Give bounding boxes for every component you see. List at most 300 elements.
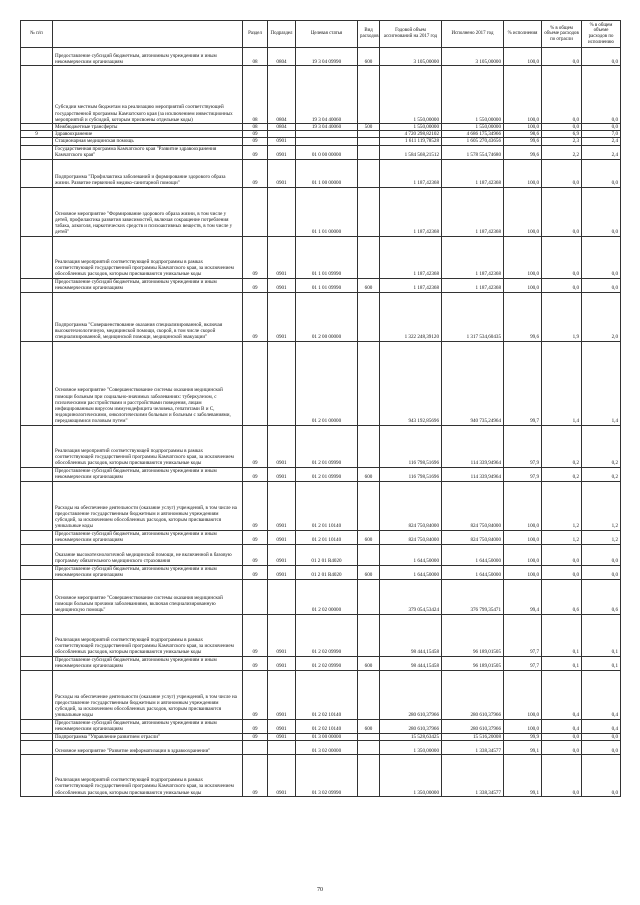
row-razdel: 09 (243, 733, 268, 740)
row-razdel: 09 (243, 670, 268, 719)
row-razdel (243, 341, 268, 425)
row-razdel: 09 (243, 544, 268, 565)
table-row (21, 754, 621, 796)
row-vr (358, 292, 380, 341)
row-podrazdel: 0901 (268, 614, 296, 656)
row-plan: 280 610,37966 (380, 719, 442, 733)
row-share-exec: 1,4 (582, 341, 621, 425)
row-podrazdel: 0901 (268, 719, 296, 733)
row-podrazdel (268, 579, 296, 614)
row-num (21, 66, 53, 124)
row-razdel: 09 (243, 138, 268, 145)
row-ispoln: 1 578 554,74680 (442, 145, 504, 159)
row-num (21, 754, 53, 796)
row-share-total: 0,0 (542, 48, 582, 66)
row-share-exec: 7,0 (582, 131, 621, 138)
row-vr (358, 131, 380, 138)
table-row (21, 48, 621, 66)
header-csr: Целевая статья (296, 21, 358, 48)
row-pct: 99,6 (504, 138, 542, 145)
row-name: Оказание высокотехнологичной медицинской помощи, не включенной в базовую программу обязательного медицинского страхования (53, 544, 243, 565)
row-ispoln: 1 644,50000 (442, 544, 504, 565)
row-share-total: 0,0 (542, 565, 582, 579)
table-row (21, 66, 621, 124)
row-razdel: 09 (243, 481, 268, 530)
row-razdel: 08 (243, 48, 268, 66)
row-plan: 824 750,84000 (380, 481, 442, 530)
row-plan: 116 798,51696 (380, 467, 442, 481)
row-csr (296, 138, 358, 145)
row-share-exec: 0,0 (582, 66, 621, 124)
header-podrazdel: Подраздел (268, 21, 296, 48)
table-row (21, 565, 621, 579)
row-plan: 98 444,15458 (380, 614, 442, 656)
row-share-exec: 0,0 (582, 754, 621, 796)
row-share-exec: 0,0 (582, 544, 621, 565)
row-ispoln: 1 550,00000 (442, 124, 504, 131)
row-vr (358, 733, 380, 740)
row-csr: 19 3 04 40060 (296, 124, 358, 131)
row-share-total: 0,0 (542, 66, 582, 124)
row-name: Реализация мероприятий соответствующей подпрограммы в рамках соответствующей государственной программы Камчатского края, за исключением обособленных расходов, которым присваиваются уникальные коды (53, 236, 243, 278)
row-pct: 99,9 (504, 733, 542, 740)
row-plan: 1 644,50000 (380, 565, 442, 579)
row-share-total: 0,4 (542, 719, 582, 733)
row-csr: 01 2 02 09990 (296, 614, 358, 656)
row-ispoln: 1 644,50000 (442, 565, 504, 579)
row-pct: 99,4 (504, 579, 542, 614)
row-podrazdel: 0804 (268, 66, 296, 124)
table-row (21, 131, 621, 138)
row-share-total: 1,9 (542, 292, 582, 341)
row-csr: 01 2 01 09990 (296, 425, 358, 467)
row-share-exec: 0,1 (582, 656, 621, 670)
row-plan: 1 187,42368 (380, 159, 442, 187)
row-ispoln: 4 686 175,34966 (442, 131, 504, 138)
row-share-exec: 0,0 (582, 48, 621, 66)
row-podrazdel: 0901 (268, 656, 296, 670)
row-razdel: 09 (243, 159, 268, 187)
row-plan: 1 350,00000 (380, 754, 442, 796)
row-share-total: 0,1 (542, 614, 582, 656)
row-share-total: 0,0 (542, 544, 582, 565)
table-row (21, 733, 621, 740)
row-share-total: 1,4 (542, 341, 582, 425)
row-name: Реализация мероприятий соответствующей подпрограммы в рамках соответствующей государственной программы Камчатского края, за исключением обособленных расходов, которым присваиваются уникальные коды (53, 614, 243, 656)
row-ispoln: 96 189,01505 (442, 656, 504, 670)
row-podrazdel (268, 341, 296, 425)
row-name: Предоставление субсидий бюджетным, автономным учреждениям и иным некоммерческим организациям (53, 48, 243, 66)
header-name (53, 21, 243, 48)
row-razdel: 08 (243, 66, 268, 124)
row-share-total: 0,0 (542, 124, 582, 131)
table-row (21, 145, 621, 159)
row-ispoln: 96 189,01505 (442, 614, 504, 656)
row-num (21, 236, 53, 278)
row-num (21, 719, 53, 733)
row-share-exec: 0,2 (582, 425, 621, 467)
row-plan: 4 720 298,82102 (380, 131, 442, 138)
row-name: Подпрограмма "Совершенствование оказания специализированной, включая высокотехнологичную, медицинской помощи, скорой, в том числе скорой специализированной, медицинской помощи, медицинской эвакуации" (53, 292, 243, 341)
table-row (21, 670, 621, 719)
row-share-total: 0,0 (542, 159, 582, 187)
row-csr: 01 2 01 09990 (296, 467, 358, 481)
row-podrazdel: 0901 (268, 733, 296, 740)
row-num (21, 138, 53, 145)
row-num (21, 159, 53, 187)
row-share-total: 0,0 (542, 740, 582, 754)
row-csr: 01 2 01 00000 (296, 341, 358, 425)
row-name: Реализация мероприятий соответствующей подпрограммы в рамках соответствующей государственной программы Камчатского края, за исключением обособленных расходов, которым присваиваются уникальные коды (53, 425, 243, 467)
row-num: 9 (21, 131, 53, 138)
row-num (21, 740, 53, 754)
row-razdel: 09 (243, 656, 268, 670)
row-share-total: 0,1 (542, 656, 582, 670)
row-podrazdel: 0901 (268, 670, 296, 719)
row-pct: 100,0 (504, 719, 542, 733)
row-name: Межбюджетные трансферты (53, 124, 243, 131)
row-share-exec: 2,4 (582, 138, 621, 145)
table-row (21, 138, 621, 145)
table-body (21, 48, 621, 797)
row-ispoln: 280 610,37966 (442, 719, 504, 733)
row-num (21, 278, 53, 292)
row-csr: 01 1 01 09990 (296, 236, 358, 278)
row-podrazdel: 0901 (268, 544, 296, 565)
row-vr (358, 341, 380, 425)
row-num (21, 425, 53, 467)
table-row (21, 292, 621, 341)
header-vr: Вид расходов (358, 21, 380, 48)
row-podrazdel: 0901 (268, 565, 296, 579)
table-row (21, 124, 621, 131)
row-csr (296, 131, 358, 138)
row-name: Расходы на обеспечение деятельности (оказание услуг) учреждений, в том числе на предоставление государственным бюджетным и автономным учреждениям субсидий, за исключением обособленных расходов, которым присваиваются уникальные коды (53, 670, 243, 719)
table-row (21, 530, 621, 544)
row-plan: 1 350,00000 (380, 740, 442, 754)
row-razdel (243, 187, 268, 236)
row-num (21, 48, 53, 66)
row-name: Основное мероприятие "Формирование здорового образа жизни, в том числе у детей, профилактика развития зависимостей, включая сокращение потребления табака, алкоголя, наркотических средств и психоактивных веществ, в том числе у детей" (53, 187, 243, 236)
row-share-total: 0,0 (542, 278, 582, 292)
row-share-total: 0,2 (542, 425, 582, 467)
row-podrazdel: 0901 (268, 292, 296, 341)
row-razdel (243, 740, 268, 754)
row-csr: 01 3 02 00000 (296, 740, 358, 754)
row-num (21, 733, 53, 740)
row-share-exec: 2,0 (582, 292, 621, 341)
row-razdel: 09 (243, 145, 268, 159)
row-csr: 01 2 01 R4020 (296, 565, 358, 579)
table-row (21, 579, 621, 614)
row-name: Здравоохранение (53, 131, 243, 138)
header-share-exec: % в общем объеме расходов по исполнению (582, 21, 621, 48)
row-csr: 01 2 02 10140 (296, 719, 358, 733)
row-num (21, 467, 53, 481)
row-vr (358, 481, 380, 530)
row-razdel: 09 (243, 565, 268, 579)
row-ispoln: 376 799,35471 (442, 579, 504, 614)
row-vr (358, 66, 380, 124)
row-ispoln: 1 187,42368 (442, 278, 504, 292)
table-row (21, 278, 621, 292)
row-name: Стационарная медицинская помощь (53, 138, 243, 145)
row-pct: 97,7 (504, 656, 542, 670)
row-num (21, 187, 53, 236)
row-csr: 01 1 00 00000 (296, 159, 358, 187)
row-plan: 943 192,85696 (380, 341, 442, 425)
row-podrazdel: 0901 (268, 138, 296, 145)
row-pct: 99,6 (504, 292, 542, 341)
table-row (21, 159, 621, 187)
row-vr: 600 (358, 278, 380, 292)
row-vr: 600 (358, 656, 380, 670)
row-ispoln: 1 187,42368 (442, 236, 504, 278)
row-share-exec: 0,0 (582, 733, 621, 740)
row-plan: 116 798,51696 (380, 425, 442, 467)
row-podrazdel: 0804 (268, 48, 296, 66)
row-ispoln: 940 735,24964 (442, 341, 504, 425)
table-row (21, 341, 621, 425)
row-share-exec: 0,2 (582, 467, 621, 481)
row-vr: 600 (358, 48, 380, 66)
row-ispoln: 1 187,42368 (442, 159, 504, 187)
row-podrazdel: 0901 (268, 278, 296, 292)
row-ispoln: 1 550,00000 (442, 66, 504, 124)
row-vr: 600 (358, 565, 380, 579)
row-csr: 01 2 01 10140 (296, 481, 358, 530)
row-vr: 600 (358, 467, 380, 481)
header-plan: Годовой объем ассигнований на 2017 год (380, 21, 442, 48)
row-share-exec: 0,4 (582, 719, 621, 733)
row-podrazdel (268, 131, 296, 138)
row-razdel: 09 (243, 719, 268, 733)
row-csr: 19 3 04 09990 (296, 48, 358, 66)
table-row (21, 614, 621, 656)
row-plan: 98 444,15458 (380, 656, 442, 670)
row-plan: 280 610,37966 (380, 670, 442, 719)
table-row (21, 467, 621, 481)
row-csr: 01 0 00 00000 (296, 145, 358, 159)
row-pct: 99,7 (504, 341, 542, 425)
row-pct: 100,0 (504, 530, 542, 544)
row-plan: 1 550,00000 (380, 66, 442, 124)
row-num (21, 145, 53, 159)
row-csr: 01 2 01 10140 (296, 530, 358, 544)
row-ispoln: 1 317 534,60435 (442, 292, 504, 341)
row-share-total: 0,4 (542, 670, 582, 719)
header-share-total: % в общем объеме расходов по отрасли (542, 21, 582, 48)
row-name: Подпрограмма "Профилактика заболеваний и формирование здорового образа жизни. Развитие первичной медико-санитарной помощи" (53, 159, 243, 187)
row-razdel: 09 (243, 292, 268, 341)
row-ispoln: 280 610,37966 (442, 670, 504, 719)
row-share-exec: 0,0 (582, 159, 621, 187)
table-header-row (21, 21, 621, 48)
row-ispoln: 3 105,00000 (442, 48, 504, 66)
row-ispoln: 824 750,84000 (442, 481, 504, 530)
row-csr: 01 2 01 R4020 (296, 544, 358, 565)
row-num (21, 124, 53, 131)
row-csr: 01 3 02 09990 (296, 754, 358, 796)
row-csr: 01 2 02 09990 (296, 656, 358, 670)
row-podrazdel: 0804 (268, 124, 296, 131)
row-num (21, 341, 53, 425)
row-vr: 500 (358, 124, 380, 131)
row-name: Предоставление субсидий бюджетным, автономным учреждениям и иным некоммерческим организациям (53, 467, 243, 481)
row-razdel: 09 (243, 530, 268, 544)
row-plan: 824 750,84000 (380, 530, 442, 544)
row-share-total: 0,0 (542, 754, 582, 796)
row-name: Предоставление субсидий бюджетным, автономным учреждениям и иным некоммерческим организациям (53, 530, 243, 544)
row-num (21, 565, 53, 579)
row-csr: 01 2 02 10140 (296, 670, 358, 719)
row-vr: 600 (358, 530, 380, 544)
row-podrazdel: 0901 (268, 754, 296, 796)
row-plan: 15 528,63425 (380, 733, 442, 740)
row-pct: 100,0 (504, 670, 542, 719)
row-name: Предоставление субсидий бюджетным, автономным учреждениям и иным некоммерческим организациям (53, 278, 243, 292)
row-share-total: 2,2 (542, 145, 582, 159)
row-vr (358, 614, 380, 656)
row-vr (358, 740, 380, 754)
row-pct: 100,0 (504, 159, 542, 187)
row-razdel: 09 (243, 278, 268, 292)
row-pct: 97,9 (504, 425, 542, 467)
header-num: № п/п (21, 21, 53, 48)
row-name: Предоставление субсидий бюджетным, автономным учреждениям и иным некоммерческим организациям (53, 656, 243, 670)
row-razdel: 09 (243, 425, 268, 467)
row-vr (358, 544, 380, 565)
row-pct: 100,0 (504, 481, 542, 530)
row-vr (358, 145, 380, 159)
table-row (21, 236, 621, 278)
row-share-total: 0,6 (542, 579, 582, 614)
row-plan: 1 187,42368 (380, 187, 442, 236)
row-podrazdel: 0901 (268, 467, 296, 481)
row-ispoln: 824 750,84000 (442, 530, 504, 544)
row-name: Основное мероприятие "Развитие информатизации в здравоохранении" (53, 740, 243, 754)
row-share-exec: 0,0 (582, 278, 621, 292)
row-pct: 100,0 (504, 187, 542, 236)
row-plan: 1 644,50000 (380, 544, 442, 565)
row-share-exec: 0,1 (582, 614, 621, 656)
row-share-total: 0,0 (542, 187, 582, 236)
row-share-total: 6,9 (542, 131, 582, 138)
row-razdel: 09 (243, 754, 268, 796)
row-name: Основное мероприятие "Совершенствование системы оказания медицинской помощи больным прочими заболеваниями, включая специализированную медицинскую помощь" (53, 579, 243, 614)
row-podrazdel (268, 740, 296, 754)
row-podrazdel: 0901 (268, 159, 296, 187)
row-pct: 99,1 (504, 740, 542, 754)
row-share-exec: 0,0 (582, 236, 621, 278)
row-plan: 1 611 119,78528 (380, 138, 442, 145)
row-vr (358, 187, 380, 236)
row-num (21, 656, 53, 670)
row-plan: 1 187,42368 (380, 236, 442, 278)
row-plan: 1 187,42368 (380, 278, 442, 292)
row-share-exec: 1,2 (582, 481, 621, 530)
row-name: Субсидии местным бюджетам на реализацию мероприятий соответствующей государственной программы Камчатского края (за исключением инвестиционных мероприятий и субсидий, которым присвоены отдельные коды) (53, 66, 243, 124)
row-name: Предоставление субсидий бюджетным, автономным учреждениям и иным некоммерческим организациям (53, 719, 243, 733)
row-ispoln: 1 338,34577 (442, 754, 504, 796)
row-razdel: 09 (243, 131, 268, 138)
table-row (21, 544, 621, 565)
table-row (21, 481, 621, 530)
row-razdel: 09 (243, 236, 268, 278)
table-row (21, 740, 621, 754)
row-pct: 97,9 (504, 467, 542, 481)
row-num (21, 544, 53, 565)
row-pct: 100,0 (504, 278, 542, 292)
row-share-exec: 2,4 (582, 145, 621, 159)
table-row (21, 425, 621, 467)
row-podrazdel: 0901 (268, 530, 296, 544)
row-razdel (243, 579, 268, 614)
row-ispoln: 114 339,94964 (442, 425, 504, 467)
row-name: Подпрограмма "Управление развитием отрасли" (53, 733, 243, 740)
row-plan: 1 550,00000 (380, 124, 442, 131)
row-share-exec: 0,0 (582, 565, 621, 579)
row-razdel: 09 (243, 614, 268, 656)
row-csr: 01 2 02 00000 (296, 579, 358, 614)
row-share-exec: 0,0 (582, 187, 621, 236)
row-ispoln: 114 339,94964 (442, 467, 504, 481)
row-plan: 379 054,53424 (380, 579, 442, 614)
page-number: 70 (317, 887, 323, 893)
row-pct: 99,1 (504, 754, 542, 796)
row-csr: 01 3 00 00000 (296, 733, 358, 740)
row-plan: 3 105,00000 (380, 48, 442, 66)
header-ispoln: Исполнено 2017 год (442, 21, 504, 48)
table-row (21, 656, 621, 670)
table-row (21, 187, 621, 236)
row-ispoln: 1 338,34577 (442, 740, 504, 754)
row-podrazdel: 0901 (268, 425, 296, 467)
row-pct: 100,0 (504, 66, 542, 124)
row-vr (358, 579, 380, 614)
row-share-exec: 0,6 (582, 579, 621, 614)
row-num (21, 481, 53, 530)
row-podrazdel: 0901 (268, 481, 296, 530)
row-num (21, 670, 53, 719)
row-share-total: 1,2 (542, 481, 582, 530)
row-share-total: 0,2 (542, 467, 582, 481)
row-name: Предоставление субсидий бюджетным, автономным учреждениям и иным некоммерческим организациям (53, 565, 243, 579)
header-razdel: Раздел (243, 21, 268, 48)
row-plan: 1 322 248,39120 (380, 292, 442, 341)
row-podrazdel: 0901 (268, 145, 296, 159)
row-pct: 98,6 (504, 131, 542, 138)
row-csr: 01 1 01 00000 (296, 187, 358, 236)
row-share-total: 0,0 (542, 236, 582, 278)
budget-table (20, 20, 621, 797)
row-share-total: 1,2 (542, 530, 582, 544)
row-pct: 100,0 (504, 565, 542, 579)
row-pct: 100,0 (504, 124, 542, 131)
row-vr (358, 159, 380, 187)
row-vr (358, 236, 380, 278)
row-name: Основное мероприятие "Совершенствование системы оказания медицинской помощи больным при социально-значимых заболеваниях: туберкулезом, с психическими расстройствами и расстройствами поведения, лицам инфицированным вирусом иммунодефицита человека, гепатитами B и C, эндокринологическими, онкологическими больным и больным с заболеваниями, передающимися половым путем" (53, 341, 243, 425)
header-pct: % исполнения (504, 21, 542, 48)
row-ispoln: 1 187,42368 (442, 187, 504, 236)
row-share-exec: 0,0 (582, 124, 621, 131)
row-name: Расходы на обеспечение деятельности (оказание услуг) учреждений, в том числе на предоставление государственным бюджетным и автономным учреждениям субсидий, за исключением обособленных расходов, которым присваиваются уникальные коды (53, 481, 243, 530)
row-share-total: 0,0 (542, 733, 582, 740)
row-pct: 100,0 (504, 236, 542, 278)
row-csr: 01 2 00 00000 (296, 292, 358, 341)
row-share-exec: 0,0 (582, 740, 621, 754)
row-share-exec: 0,4 (582, 670, 621, 719)
